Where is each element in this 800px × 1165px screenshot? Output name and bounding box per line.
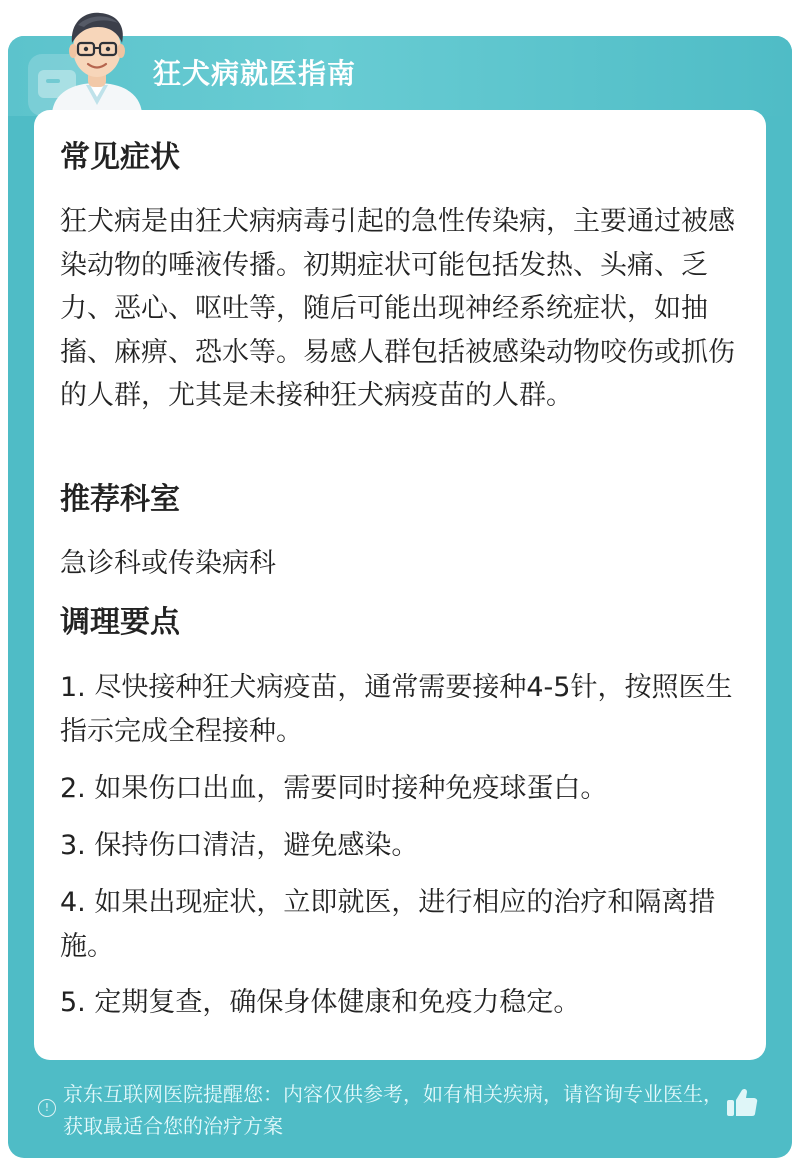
section-heading-department: 推荐科室	[60, 482, 180, 517]
content-card	[34, 110, 766, 1060]
section-heading-symptoms: 常见症状	[60, 140, 180, 175]
care-item-4: 4. 如果出现症状，立即就医，进行相应的治疗和隔离措施。	[60, 887, 716, 962]
info-icon: !	[38, 1099, 56, 1117]
care-item-1: 1. 尽快接种狂犬病疫苗，通常需要接种4-5针，按照医生指示完成全程接种。	[60, 672, 733, 747]
care-item-2: 2. 如果伤口出血，需要同时接种免疫球蛋白。	[60, 773, 608, 804]
footer-disclaimer: 京东互联网医院提醒您：内容仅供参考，如有相关疾病，请咨询专业医生，获取最适合您的治疗方案	[63, 1082, 723, 1138]
care-item-5: 5. 定期复查，确保身体健康和免疫力稳定。	[60, 987, 581, 1018]
care-item-3: 3. 保持伤口清洁，避免感染。	[60, 830, 419, 861]
department-text: 急诊科或传染病科	[60, 548, 276, 579]
thumbs-up-icon[interactable]	[725, 1086, 759, 1120]
doctor-avatar-icon	[44, 5, 150, 113]
symptoms-text: 狂犬病是由狂犬病病毒引起的急性传染病，主要通过被感染动物的唾液传播。初期症状可能包括发热、头痛、乏力、恶心、呕吐等，随后可能出现神经系统症状，如抽搐、麻痹、恐水等。易感人群包括被感染动物咬伤或抓伤的人群，尤其是未接种狂犬病疫苗的人群。	[60, 206, 735, 411]
section-heading-care: 调理要点	[60, 605, 180, 640]
page-title: 狂犬病就医指南	[153, 57, 357, 90]
